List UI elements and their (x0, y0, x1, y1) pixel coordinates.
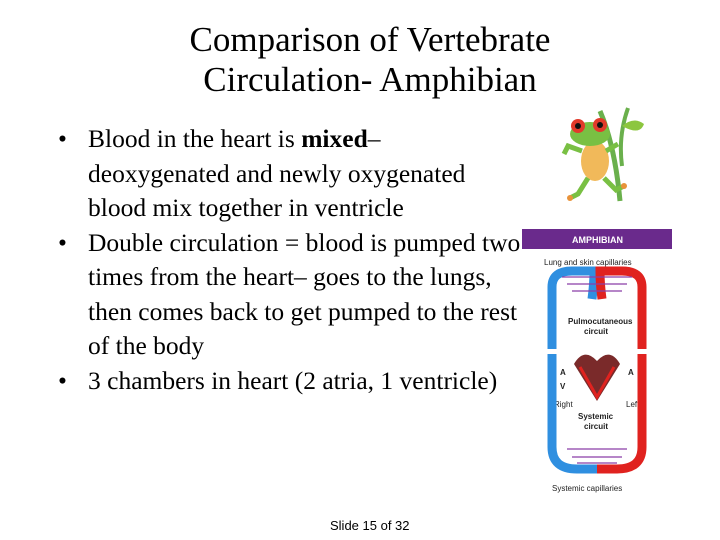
systemic-capillaries-label: Systemic capillaries (552, 484, 623, 493)
right-side-label: Right (554, 400, 573, 409)
bullet-text-1b: – deoxygenated and newly oxygenated blood mix together in ventricle (88, 124, 466, 222)
frog-illustration (560, 106, 650, 206)
amphibian-circulation-diagram (522, 229, 672, 499)
atrium-right-label: A (628, 368, 634, 377)
bullet-bold-mixed: mixed (301, 124, 368, 153)
bullet-text-2: Double circulation = blood is pumped two times from the heart– goes to the lungs, then comes back to get pumped to the rest of the body (88, 227, 521, 360)
bullet-text-3: 3 chambers in heart (2 atria, 1 ventricle) (88, 365, 498, 395)
pulmocutaneous-label-2: circuit (584, 327, 609, 336)
bullet-dot-icon: • (58, 227, 67, 257)
ventricle-label: V (560, 382, 566, 391)
bullet-list (58, 122, 528, 398)
bullet-text-1a: Blood in the heart is (88, 124, 302, 153)
diagram-banner-label: AMPHIBIAN (572, 235, 623, 245)
bullet-item (58, 122, 528, 226)
bullet-item (58, 226, 528, 364)
lung-skin-capillaries-label: Lung and skin capillaries (544, 258, 632, 267)
atrium-left-label: A (560, 368, 566, 377)
systemic-circuit-label-2: circuit (584, 422, 609, 431)
pulmocutaneous-label-1: Pulmocutaneous (568, 317, 633, 326)
bullet-item (58, 364, 528, 399)
slide-number: Slide 15 of 32 (330, 518, 410, 533)
slide-title (60, 20, 680, 100)
left-side-label: Left (626, 400, 640, 409)
bullet-dot-icon: • (58, 365, 67, 395)
systemic-circuit-label-1: Systemic (578, 412, 614, 421)
title-line-1: Comparison of Vertebrate (189, 20, 551, 59)
bullet-dot-icon: • (58, 124, 67, 153)
title-line-2: Circulation- Amphibian (203, 60, 537, 99)
